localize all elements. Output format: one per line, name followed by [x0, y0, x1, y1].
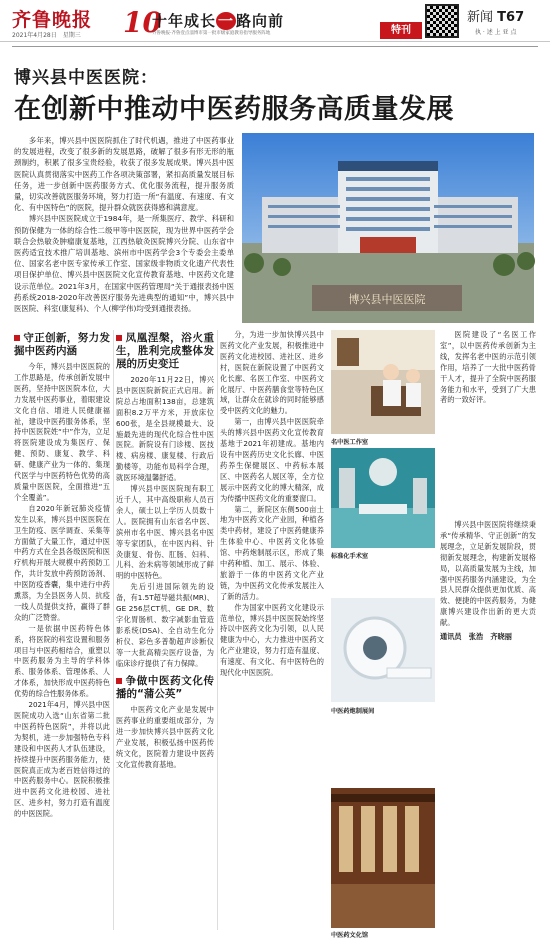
- body-paragraph: 第一，由博兴县中医医院牵头的博兴县中医药文化宣传教育基地于2021年初建成。基地内设有中医药历史文化长廊、中医药养生保健展区、中药标本展区、中医药名人展区等，全方位展示中医药文化的博大精深，成为传播中医药文化的重要窗口。: [220, 417, 324, 503]
- issue-date: 2021年4月28日 星期三: [12, 32, 81, 39]
- body-paragraph: 今年，博兴县中医医院的工作思路是，传承创新发展中医药，坚持中医医院本位，大力发展中医药事业，着眼建设文化自信、增进人民健康福祉，建设中医药服务体系，坚持中医医院姓“中”作为，立足将医院建设成为集医疗、保健、预防、康复、教学、科研、健康产业为一体的、集现代医学与中医药特色优势的高质量中医医院，全面推进“五个全覆盖”。: [14, 362, 110, 502]
- body-paragraph: 博兴县中医医院将继续秉承“传承精华、守正创新”的发展理念，立足新发展阶段，贯彻新发展理念，构建新发展格局，以高质量发展为主线，加强中医药服务内涵建设，为全县人民群众提供更加优质、高效、便捷的中医药服务，为健康博兴建设作出新的更大贡献。: [440, 520, 536, 628]
- column-2: [116, 330, 214, 930]
- square-bullet-icon: [116, 335, 122, 341]
- subheading-3-text: 争做中医药文化传播的“蒲公英”: [116, 675, 214, 701]
- hospital-building-illustration: [242, 133, 534, 323]
- anniversary-logo-icon: [122, 2, 162, 39]
- column-divider: [113, 330, 114, 930]
- subheading-3: [116, 675, 214, 701]
- article-kicker: 博兴县中医医院：: [14, 68, 158, 88]
- studio-illustration: [331, 330, 435, 434]
- slogan-highlight: 一: [218, 12, 235, 30]
- caption-1: 名中医工作室: [331, 439, 369, 446]
- column-1: [14, 330, 110, 934]
- svg-text:10: 10: [123, 6, 162, 39]
- body-paragraph: 作为国家中医药文化建设示范单位，博兴县中医医院始终坚持以中医药文化为引领，以人民健康为中心，大力推进中医药文化产业建设，努力打造有温度、有速度、有文化、有中医特色的现代化中医医院。: [220, 602, 324, 678]
- byline: 通讯员 张浩 齐晓丽: [440, 632, 512, 642]
- body-paragraph: 先后引进国际领先的设备，有1.5T超导磁共振(MR)、GE 256层CT机、GE DR、数字化胃肠机、数字减影血管造影系统(DSA)、全自动生化分析仪、彩色多普勒超声诊断仪等一大批高精尖医疗设备，为临床诊疗提供了有力保障。: [116, 582, 214, 668]
- photo-medical-equipment: [331, 598, 435, 702]
- section-name: 新闻: [467, 10, 494, 25]
- subheading-2-text: 凤凰涅槃，浴火重生，胜利完成整体发展的历史变迁: [116, 332, 214, 370]
- caption-2: 标准化手术室: [331, 553, 369, 560]
- slogan: [152, 10, 284, 31]
- column-3: [220, 330, 324, 934]
- body-paragraph: 中医药文化产业是发展中医药事业的重要组成部分，为进一步加快博兴县中医药文化产业发展，积极弘扬中医药传统文化，医院着力建设中医药文化宣传教育基地。: [116, 705, 214, 769]
- photo-famous-doctor-studio: [331, 330, 435, 434]
- body-paragraph: 2020年11月22日，博兴县中医医院新院正式启用。新院总占地面积138亩，总建筑面积8.2万平方米，开放床位600张，是全县规模最大、设施最先进的现代化综合性中医医院。新院设有门诊楼、医技楼、病房楼、康复楼、行政后勤楼等，功能布局科学合理，就医环境温馨舒适。: [116, 375, 214, 483]
- square-bullet-icon: [14, 335, 20, 341]
- equipment-illustration: [331, 598, 435, 702]
- lead-paragraph: 博兴县中医医院成立于1984年，是一所集医疗、教学、科研和预防保健为一体的综合性二级甲等中医医院，现为世界中医药学会联合会热敏灸肿瘤康复基地，江西热敏灸医院博兴分院、山东省中医药适宜技术推广培训基地、滨州市中医药学会3个专委会主委单位、国家名老中医专家传承工作室、国家级非物质文化遗产代表性项目保护单位、博兴县中医医院文化宣传教育基地、中医药文化建设示范单位。2021年3月，在国家中医药管理局“关于通报表扬中医药系统2018-2020年改善医疗服务先进典型的通知”中，博兴县中医医院、科室(康复科)、个人(柳学伟)均受到通报表扬。: [14, 214, 234, 314]
- slogan-text-b: 路向前: [236, 12, 285, 30]
- culture-hall-illustration: [331, 788, 435, 928]
- square-bullet-icon: [116, 678, 122, 684]
- section-label: [467, 6, 524, 25]
- caption-4: 中医药文化馆: [331, 932, 369, 939]
- body-paragraph: 分，为进一步加快博兴县中医药文化产业发展，积极推进中医药文化进校园、进社区、进乡村，医院在新院设置了中医药文化长廊、名医工作室、中医药文化展厅、中医药膳食堂等特色区域，让群众在就诊的同时能够感受中医药文化的魅力。: [220, 330, 324, 416]
- header-rule: [12, 46, 538, 47]
- photo-operating-room: [331, 448, 435, 548]
- body-paragraph: 医院建设了“名医工作室”，以中医药传承创新为主线，发挥名老中医的示范引领作用，培养了一大批中医药骨干人才，提升了全院中医药服务能力和水平，受到了广大患者的一致好评。: [440, 330, 536, 405]
- slogan-text-a: 十年成长: [152, 12, 217, 30]
- editors-line: 执 · 述 上 亚 点: [475, 29, 517, 36]
- hospital-building-photo: [242, 133, 534, 323]
- operating-room-illustration: [331, 448, 435, 548]
- column-4: [440, 520, 536, 920]
- paper-name: 齐鲁晚报: [12, 9, 93, 31]
- column-4-top: [440, 330, 536, 510]
- photo-culture-hall: [331, 788, 435, 928]
- subheading-1: [14, 332, 110, 358]
- masthead: [0, 0, 550, 42]
- lead-paragraphs: [14, 135, 234, 320]
- hospital-sign-text: 博兴县中医医院: [348, 293, 426, 306]
- lead-paragraph: 多年来，博兴县中医医院抓住了时代机遇，推进了中医药事业的发展进程，改变了很多新的发展思路，破解了很多有形无形的瓶颈制约，积累了很多宝贵经验，收获了很多发展成果。博兴县中医医院认真贯彻落实中医药工作各项决策部署，紧扣高质量发展目标任务，进一步创新中医药服务方式、优化服务流程，提升服务质量，切实改善就医服务环境，努力打造一所“有温度、有速度、有文化、有中医特色”的医院，提升群众就医获得感和满意度。: [14, 136, 234, 213]
- page-number: T67: [497, 10, 525, 25]
- qr-code-icon: [425, 4, 459, 38]
- slogan-subtitle: 齐鲁晚报·齐鲁壹点淄博市第一批市级家庭教育指导服务阵地: [152, 31, 271, 36]
- body-paragraph: 2021年4月，博兴县中医医院成功入选“山东省第二批中医药特色医院”，并将以此为契机，进一步加强特色专科建设和中医药人才队伍建设，持续提升中医药服务能力，使医院真正成为老百姓信得过的中医药服务中心。医院积极推进中医药文化进校园、进社区、进乡村，努力打造有温度的中医医院。: [14, 700, 110, 819]
- caption-3: 中医药炮制展间: [331, 708, 375, 715]
- article-headline: 在创新中推动中医药服务高质量发展: [14, 94, 454, 125]
- subheading-2: [116, 332, 214, 371]
- body-paragraph: 第二，新院区东侧500亩土地为中医药文化产业园，种植各类中药材，建设了中医药健康养生体验中心、中医药文化体验馆、中药炮制展示区，形成了集中药种植、加工、展示、体验、旅游于一体的中医药文化产业链，为中医药文化传承发展注入了新的活力。: [220, 504, 324, 601]
- body-paragraph: 博兴县中医医院现有职工近千人，其中高级职称人员百余人，硕士以上学历人员数十人。医院拥有山东省名中医、滨州市名中医、博兴县名中医等专家团队，在中医内科、针灸康复、骨伤、肛肠、妇科、儿科、治未病等领域形成了鲜明的中医特色。: [116, 484, 214, 581]
- subheading-1-text: 守正创新，努力发掘中医药内涵: [14, 332, 110, 357]
- body-paragraph: 自2020年新冠肺炎疫情发生以来，博兴县中医医院在卫生防疫、医学调查、采集等方面做了大量工作，通过中医中药方式在全县各级医院和医疗机构开展大规模中药预防工作，共计发放中药预防汤剂、中医防疫香囊，集中进行中药熏蒸，为全县医务人员、抗疫一线人员提供支持，赢得了群众的广泛赞誉。: [14, 503, 110, 622]
- special-issue-tag: 特刊: [380, 22, 422, 39]
- body-paragraph: 一是依据中医药特色体系，将医院的科室设置和服务项目与中医药相结合，重塑以中医药服务为主导的学科体系、服务体系、管理体系、人才体系，加快形成中医药特色优势的综合性服务体系。: [14, 623, 110, 699]
- column-divider: [217, 330, 218, 930]
